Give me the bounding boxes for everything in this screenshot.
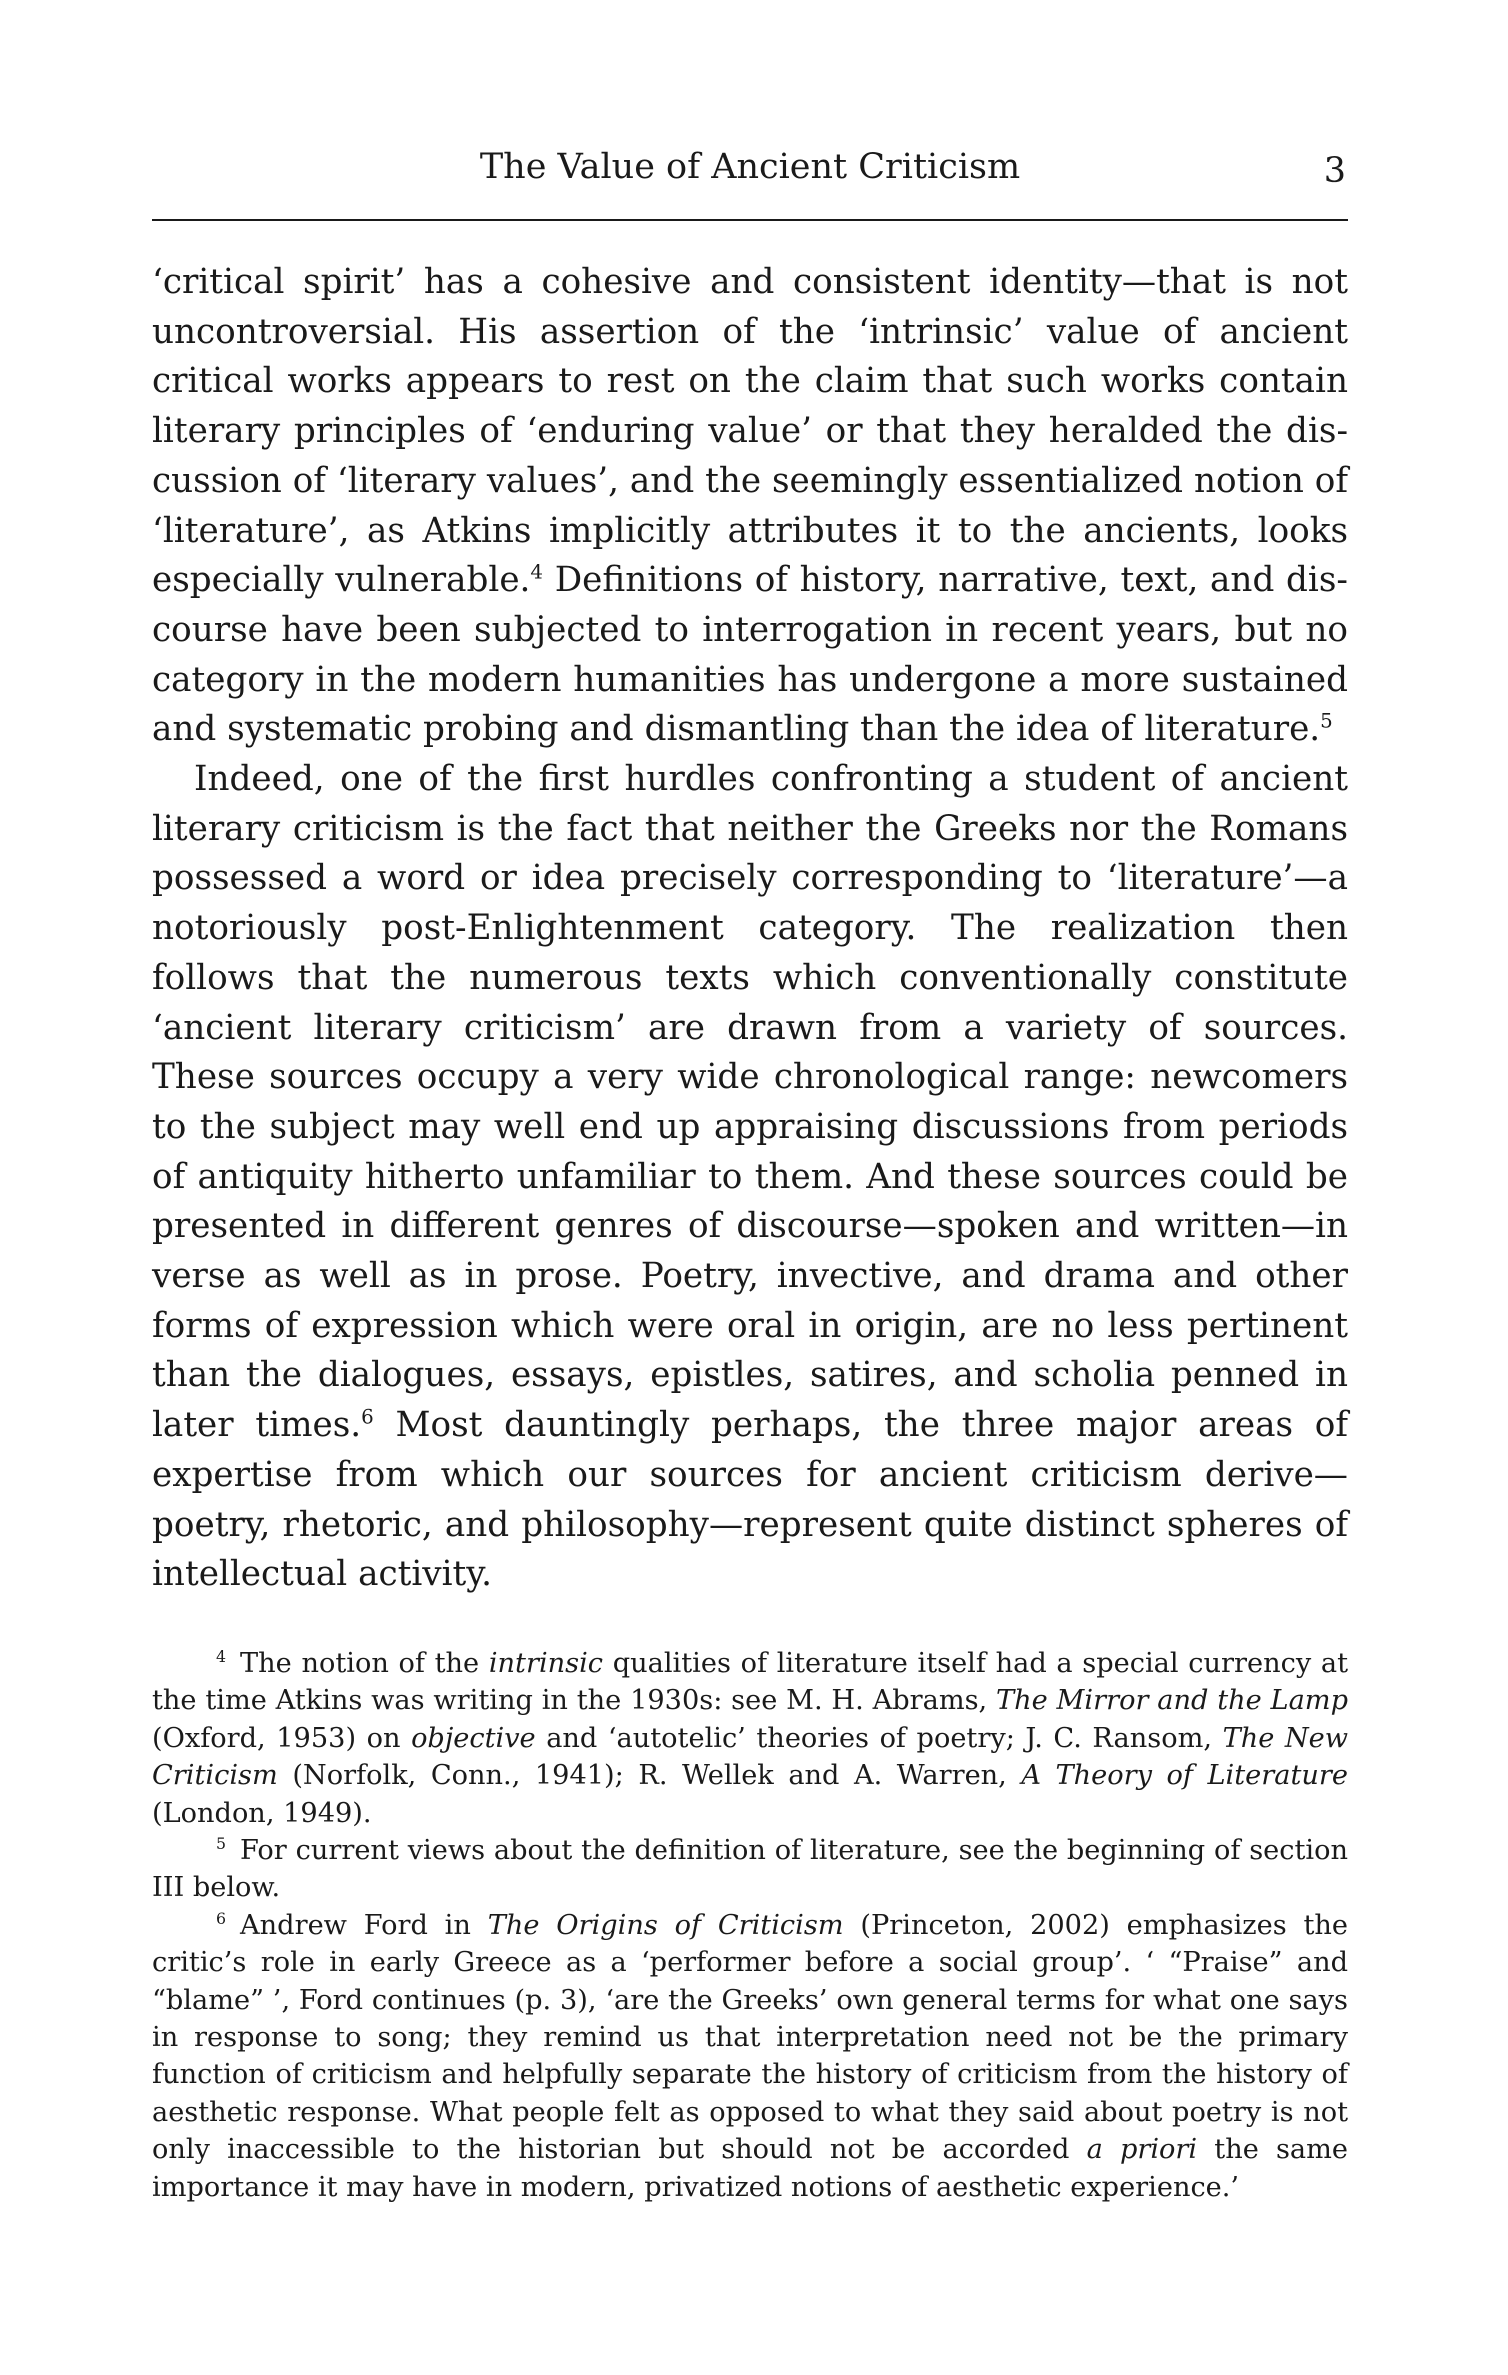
footnote-text: the same importance it may have in modern, privatized notions of aesthetic experience.’ — [152, 2134, 1349, 2203]
footnote-italic: intrinsic — [488, 1648, 604, 1679]
page-header — [152, 142, 1348, 192]
footnote-reference-6: 6 — [361, 1405, 374, 1429]
footnote-text: and ‘autotelic’ theories of poetry; J. C. Ransom, — [535, 1722, 1223, 1754]
footnote-text: (London, 1949). — [152, 1797, 372, 1829]
book-title: The Origins of Criticism — [487, 1909, 844, 1941]
page-number: 3 — [1323, 151, 1346, 191]
paragraph-1-text-a: ‘critical spirit’ has a cohesive and consistent identity—that is not uncontroversial. His assertion of the ‘intrinsic’ value of ancient critical works appears to rest on the claim that such works contain literary principles of ‘enduring value’ or that they heralded the discussion of ‘literary values’, and the seemingly essentialized notion of ‘literature’, as Atkins implicitly attributes it to the ancients, looks especially vulnerable. — [152, 262, 1348, 601]
footnotes — [152, 1645, 1348, 2206]
paragraph-2-text-b: Most dauntingly perhaps, the three major areas of expertise from which our sources for ancient criticism derive—poetry, rhetoric, and philosophy—represent quite distinct spheres of intellectual activity. — [152, 1405, 1348, 1595]
footnote-reference-4: 4 — [530, 560, 544, 584]
book-title: A Theory of Literature — [1021, 1760, 1348, 1792]
footnote-text: qualities of literature itself had a special currency at the time Atkins was writing in the 1930s: see M. H. Abrams, — [152, 1648, 1348, 1717]
running-head: The Value of Ancient Criticism — [479, 147, 1021, 187]
header-rule — [152, 219, 1348, 221]
footnote-text: For current views about the definition of literature, see the beginning of section III below. — [152, 1835, 1348, 1904]
footnote-reference-5: 5 — [1320, 710, 1333, 734]
paragraph-2-text-a: Indeed, one of the first hurdles confronting a student of ancient literary criticism is the fact that neither the Greeks nor the Romans possessed a word or idea precisely corresponding to ‘literature’—a notoriously post-Enlightenment category. The realization then follows that the numerous texts which conventionally constitute ‘ancient literary criticism’ are drawn from a variety of sources. These sources occupy a very wide chronological range: newcomers to the subject may well end up appraising discussions from periods of antiquity hitherto unfamiliar to them. And these sources could be presented in different genres of discourse—spoken and written—in verse as well as in prose. Poetry, invective, and drama and other forms of expression which were oral in origin, are no less pertinent than the dialogues, essays, epistles, satires, and scholia penned in later times. — [152, 759, 1348, 1446]
footnote-text: (Norfolk, Conn., 1941); R. Wellek and A. Warren, — [277, 1760, 1022, 1792]
paragraph-2 — [152, 755, 1348, 1600]
footnote-4: $^4$ The notion of the intrinsic qualities of literature itself had a special currency at the time Atkins was writing in the 1930s: see M. H. Abrams, The Mirror and the Lamp (Oxford, 1953) on objective and ‘autotelic’ theories of poetry; J. C. Ransom, The New Criticism (Norfolk, Conn., 1941); R. Wellek and A. Warren, A Theory of Literature (London, 1949). — [152, 1647, 1349, 1829]
footnote-italic: a priori — [1086, 2134, 1198, 2166]
footnote-text: (Princeton, 2002) emphasizes the critic’s role in early Greece as a ‘performer before a social group’. ‘ “Praise” and “blame” ’, Ford continues (p. 3), ‘are the Greeks’ own general terms for what one says in response to song; they remind us that interpretation need not be the primary function of criticism and helpfully separate the history of criticism from the history of aesthetic response. What people felt as opposed to what they said about poetry is not only inaccessible to the historian but should not be accorded — [152, 1909, 1348, 2166]
footnote-text: (Oxford, 1953) on — [152, 1722, 412, 1754]
footnote-5: $^5$ For current views about the definition of literature, see the beginning of section III below. — [152, 1834, 1348, 1904]
paragraph-1 — [152, 258, 1348, 755]
footnote-italic: objective — [411, 1722, 536, 1754]
paragraph-1-text-b: Definitions of history, narrative, text, and discourse have been subjected to interrogation in recent years, but no category in the modern humanities has undergone a more sustained and systematic probing and dismantling than the idea of literature. — [152, 560, 1348, 750]
footnote-text: Andrew Ford in — [240, 1909, 488, 1941]
main-text — [152, 258, 1348, 1600]
book-title: The Mirror and the Lamp — [996, 1685, 1348, 1717]
footnote-6: $^6$ Andrew Ford in The Origins of Criticism (Princeton, 2002) emphasizes the critic’s role in early Greece as a ‘performer before a social group’. ‘ “Praise” and “blame” ’, Ford continues (p. 3), ‘are the Greeks’ own general terms for what one says in response to song; they remind us that interpretation need not be the primary function of criticism and helpfully separate the history of criticism from the history of aesthetic response. What people felt as opposed to what they said about poetry is not only inaccessible to the historian but should not be accorded a priori the same importance it may have in modern, privatized notions of aesthetic experience.’ — [152, 1909, 1349, 2203]
footnote-text: The notion of the — [240, 1648, 489, 1679]
book-title: The New Criticism — [152, 1722, 1349, 1792]
